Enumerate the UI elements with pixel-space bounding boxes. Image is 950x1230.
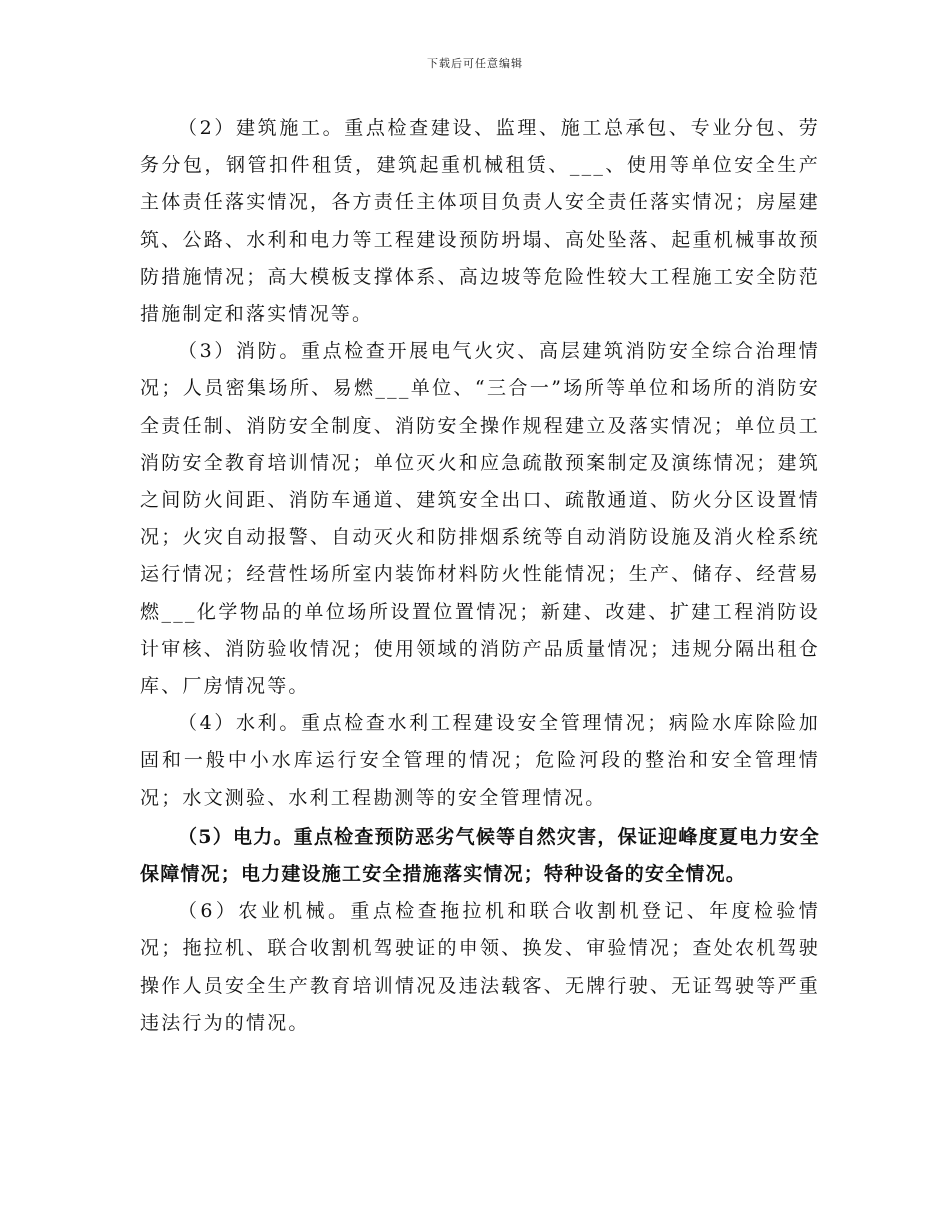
paragraph-electric-power: （5）电力。重点检查预防恶劣气候等自然灾害，保证迎峰度夏电力安全保障情况；电力建设施工安全措施落实情况；特种设备的安全情况。 — [140, 825, 820, 886]
paragraph-water-conservancy: （4）水利。重点检查水利工程建设安全管理情况；病险水库除险加固和一般中小水库运行安全管理的情况；危险河段的整治和安全管理情况；水文测验、水利工程勘测等的安全管理情况。 — [140, 712, 820, 809]
paragraph-construction: （2）建筑施工。重点检查建设、监理、施工总承包、专业分包、劳务分包，钢管扣件租赁，建筑起重机械租赁、___、使用等单位安全生产主体责任落实情况，各方责任主体项目负责人安全责任落实情况；房屋建筑、公路、水利和电力等工程建设预防坍塌、高处坠落、起重机械事故预防措施情况；高大模板支撑体系、高边坡等危险性较大工程施工安全防范措施制定和落实情况等。 — [140, 117, 820, 326]
page-header: 下载后可任意编辑 — [427, 57, 523, 70]
paragraph-agricultural-machinery: （6）农业机械。重点检查拖拉机和联合收割机登记、年度检验情况；拖拉机、联合收割机驾驶证的申领、换发、审验情况；查处农机驾驶操作人员安全生产教育培训情况及违法载客、无牌行驶、无证驾驶等严重违法行为的情况。 — [140, 900, 820, 1034]
document-body — [140, 110, 820, 1042]
paragraph-fire-protection: （3）消防。重点检查开展电气火灾、高层建筑消防安全综合治理情况；人员密集场所、易燃___单位、“三合一”场所等单位和场所的消防安全责任制、消防安全制度、消防安全操作规程建立及落实情况；单位员工消防安全教育培训情况；单位灭火和应急疏散预案制定及演练情况；建筑之间防火间距、消防车通道、建筑安全出口、疏散通道、防火分区设置情况；火灾自动报警、自动灭火和防排烟系统等自动消防设施及消火栓系统运行情况；经营性场所室内装饰材料防火性能情况；生产、储存、经营易燃___化学物品的单位场所设置位置情况；新建、改建、扩建工程消防设计审核、消防验收情况；使用领域的消防产品质量情况；违规分隔出租仓库、厂房情况等。 — [140, 340, 820, 698]
